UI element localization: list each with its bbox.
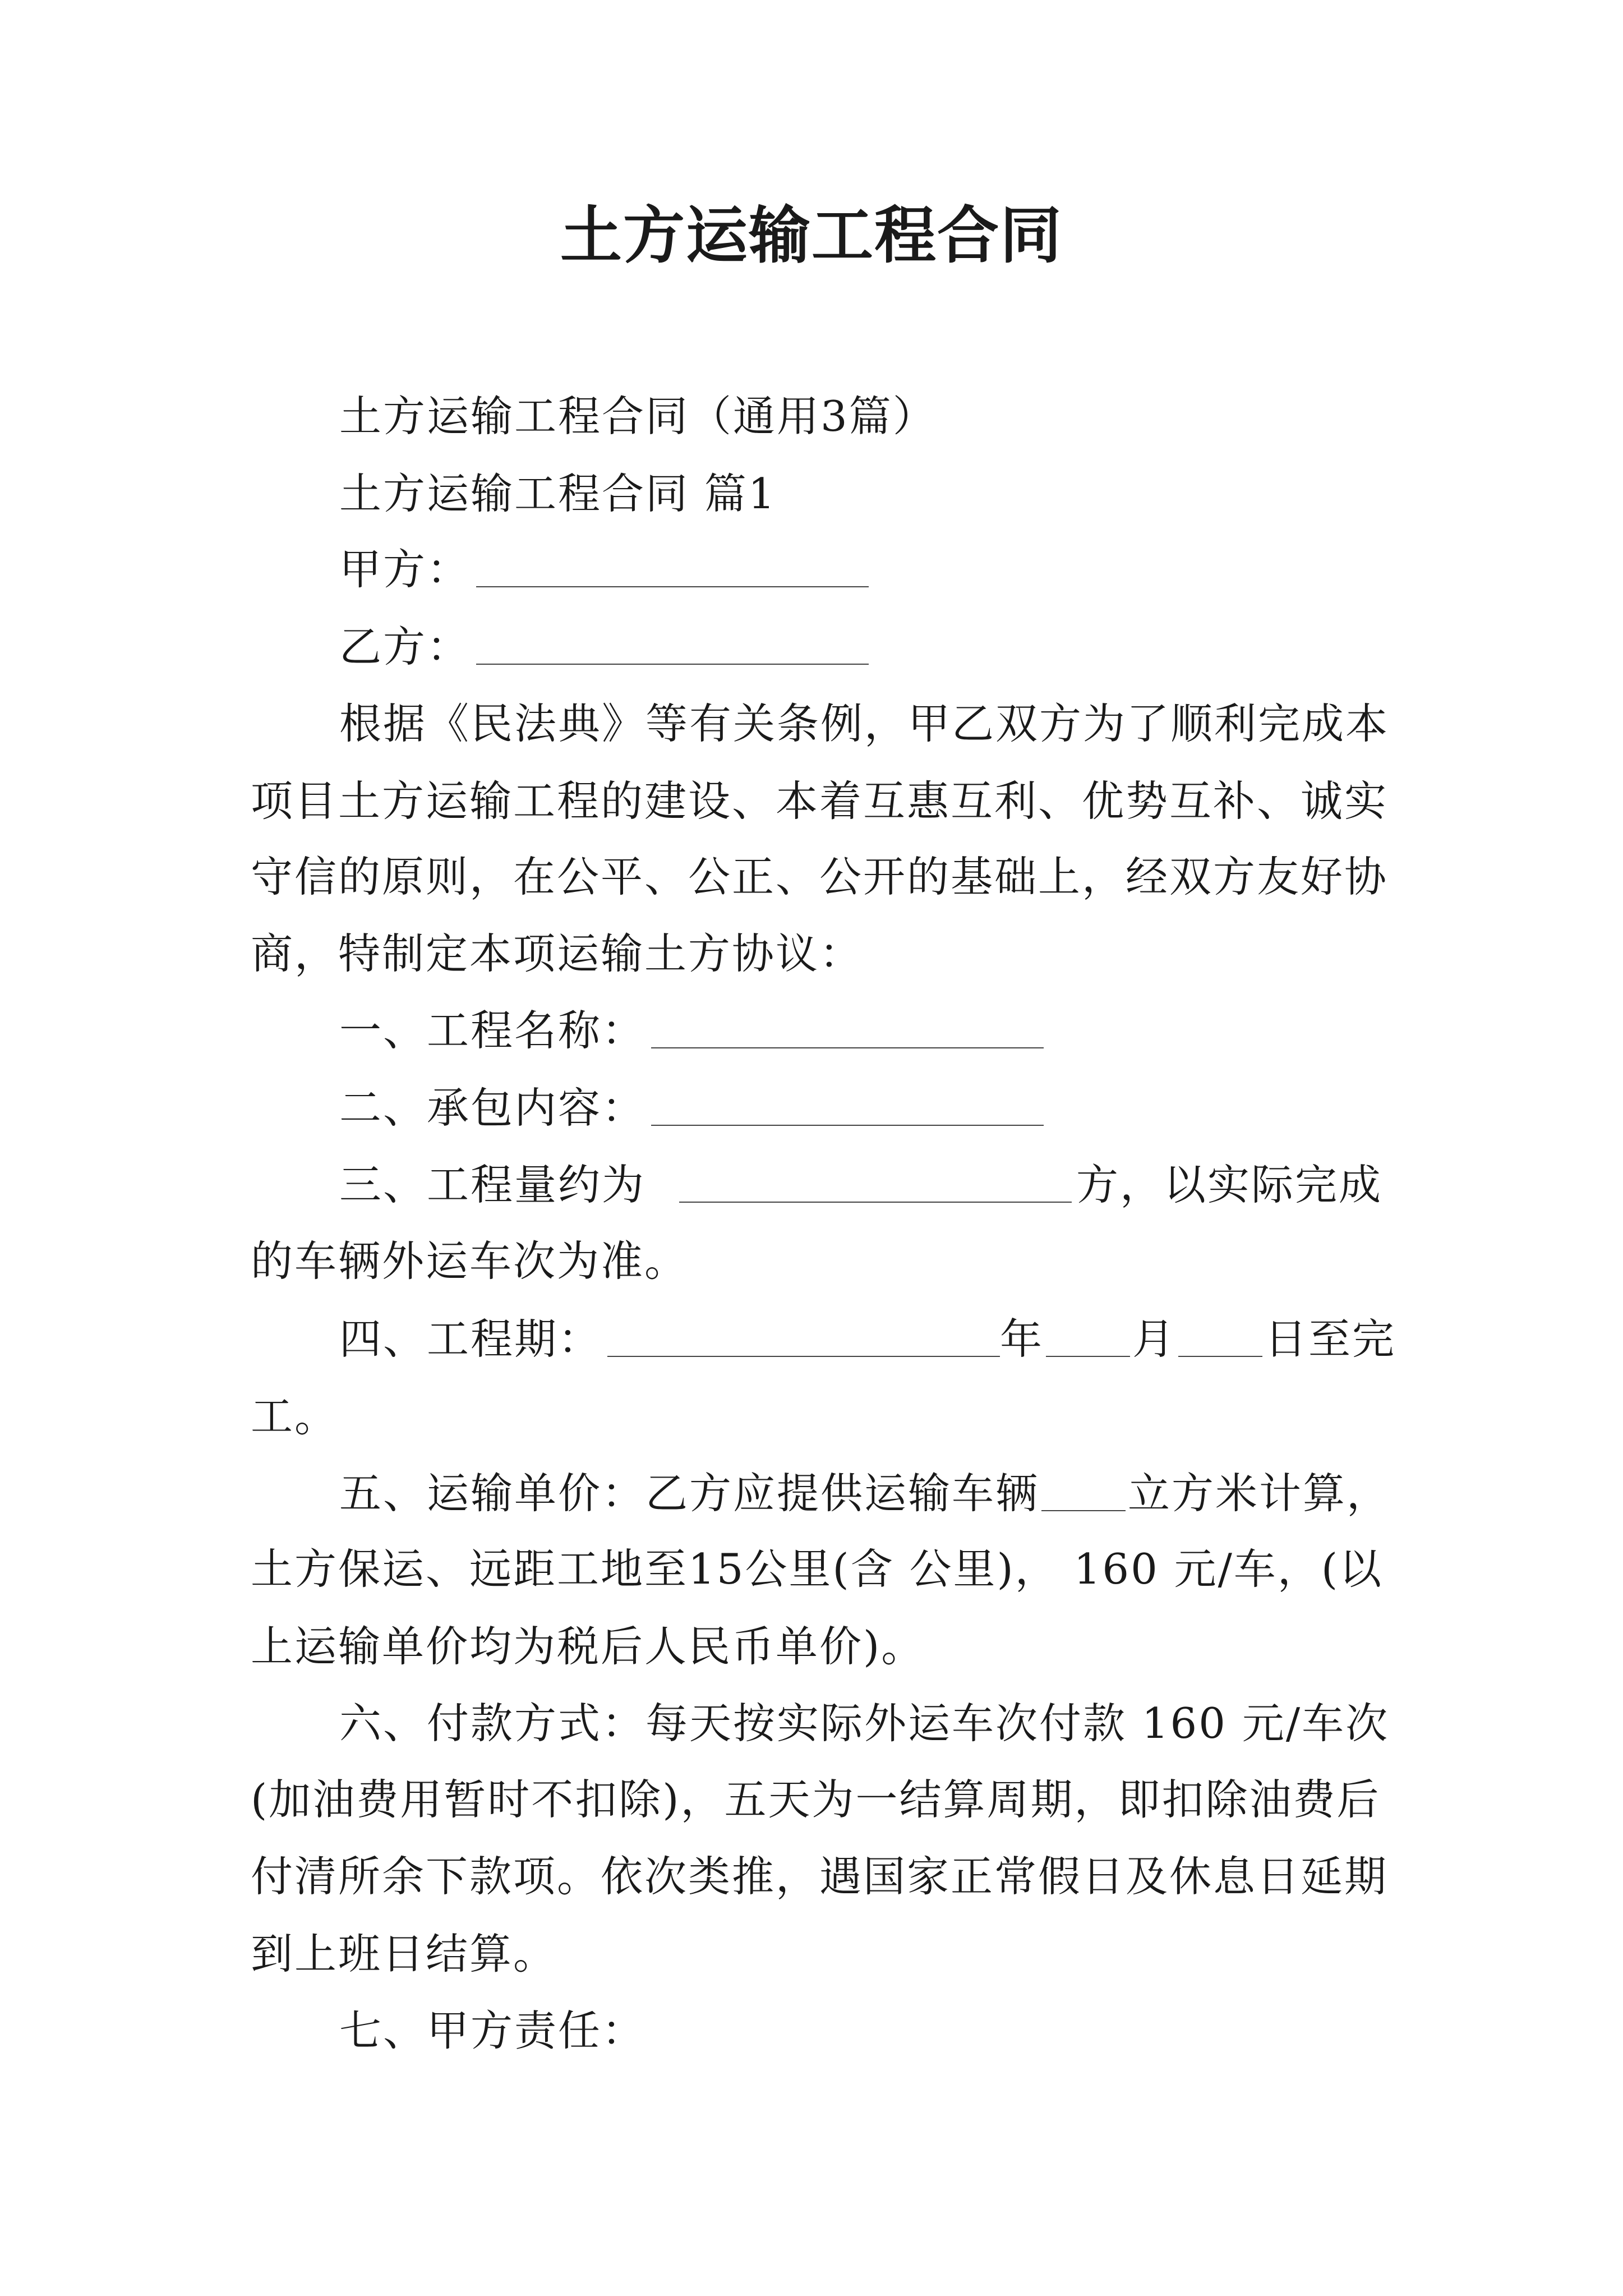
item-4-line-2: 工。 (251, 1392, 339, 1441)
item-6-line-1: 六、付款方式：每天按实际外运车次付款 160 元/车次 (339, 1699, 1390, 1748)
party-b-label: 乙方： (339, 622, 471, 671)
item-4-prefix: 四、工程期： (339, 1314, 602, 1364)
item-3-blank (679, 1168, 1072, 1203)
item-4-month: 月 (1132, 1314, 1177, 1364)
party-a-line (339, 539, 1394, 600)
intro-line-2: 项目土方运输工程的建设、本着互惠互利、优势互补、诚实 (251, 776, 1389, 826)
item-5-blank (1041, 1476, 1126, 1511)
item-4-day-blank (1178, 1322, 1262, 1357)
item-5-prefix: 五、运输单价：乙方应提供运输车辆 (339, 1469, 1040, 1518)
item-3-line-1 (339, 1154, 1394, 1216)
item-2-label: 二、承包内容： (339, 1083, 646, 1133)
item-3-suffix: 方，以实际完成 (1076, 1160, 1383, 1209)
item-3-line-2: 的车辆外运车次为准。 (251, 1236, 689, 1286)
section-heading: 土方运输工程合同 篇1 (339, 469, 777, 518)
item-3-prefix: 三、工程量约为 (339, 1160, 646, 1209)
item-6-line-4: 到上班日结算。 (251, 1929, 557, 1978)
item-4-suffix: 日至完 (1265, 1314, 1396, 1364)
item-5-line-2: 土方保运、远距工地至15公里(含 公里)， 160 元/车，(以 (251, 1544, 1384, 1594)
item-1-line (339, 1000, 1394, 1061)
party-a-blank (476, 553, 869, 587)
item-4-month-blank (1046, 1322, 1130, 1357)
party-b-line (339, 616, 1394, 678)
item-7-line: 七、甲方责任： (339, 2006, 646, 2055)
intro-line-4: 商，特制定本项运输土方协议： (251, 929, 864, 978)
intro-line-3: 守信的原则，在公平、公正、公开的基础上，经双方友好协 (251, 852, 1389, 901)
party-a-label: 甲方： (339, 545, 471, 594)
item-6-line-3: 付清所余下款项。依次类推，遇国家正常假日及休息日延期 (251, 1852, 1389, 1901)
item-5-line-3: 上运输单价均为税后人民币单价)。 (251, 1622, 925, 1671)
item-1-label: 一、工程名称： (339, 1006, 646, 1055)
document-title: 土方运输工程合同 (560, 199, 1063, 272)
item-2-line (339, 1077, 1394, 1139)
item-1-blank (651, 1014, 1044, 1048)
item-2-blank (651, 1091, 1044, 1126)
item-4-date-blank (607, 1322, 1000, 1357)
item-4-line-1 (339, 1308, 1394, 1370)
party-b-blank (476, 630, 869, 665)
item-5-suffix: 立方米计算， (1128, 1469, 1391, 1518)
intro-line-1: 根据《民法典》等有关条例，甲乙双方为了顺利完成本 (339, 699, 1390, 748)
item-5-line-1 (339, 1462, 1394, 1524)
item-6-line-2: (加油费用暂时不扣除)，五天为一结算周期，即扣除油费后 (251, 1775, 1381, 1824)
document-subtitle: 土方运输工程合同（通用3篇） (339, 392, 937, 441)
item-4-year: 年 (1000, 1314, 1044, 1364)
